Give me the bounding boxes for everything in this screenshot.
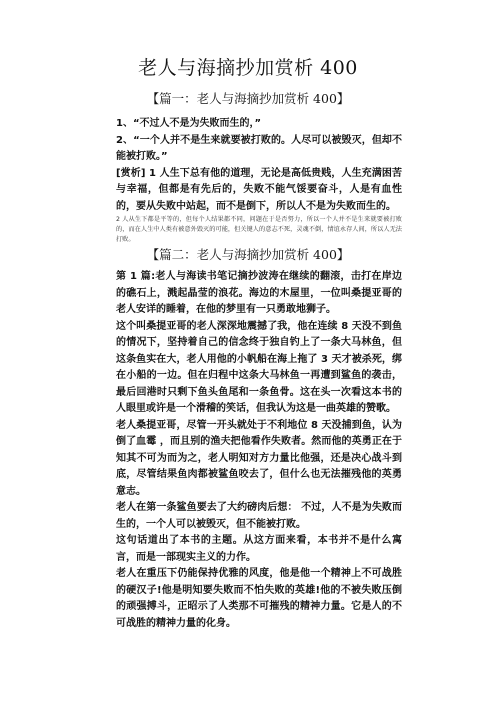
section-1-body (116, 116, 402, 245)
section-2-paragraph-3: 老人桑提亚哥，尽管一开头就处于不利地位 8 天没捕到鱼，认为 倒了血霉 ，而且别的渔夫把他看作失败者。然而他的英勇正在于知其不可为而为之，老人明知对方力量比他强，还是决心战斗到底，尽管结果鱼肉都被鲨鱼咬去了，但什么也无法摧残他的英勇意志。 (116, 419, 402, 497)
section-1-paragraph-1: 1、“不过人不是为失败而生的，” (116, 118, 262, 129)
section-1-analysis-paragraph: [赏析] 1 人生下总有他的道理，无论是高低贵贱，人生充满困苦与幸福，但都是有先后的，失败不能气馁要奋斗，人是有血性的，要从失败中站起，而不是倒下，所以人不是为失败而生的。 (116, 167, 402, 212)
section-1-paragraph-2: 2、“一个人并不是生来就要被打败的。人尽可以被毁灭，但却不能被打败。” (116, 134, 402, 162)
section-1-small-note: 2 人从生下都是平等的，但每个人结果都不同，问题在于是否努力，所以一个人并不是生来就要被打败的，而在人生中人类有被意外毁灭的可能，但关键人的意志不死，灵魂不倒，情谊永存人间，所以人无法打败。 (116, 216, 402, 243)
section-heading-1: 【篇一：老人与海摘抄加赏析 400】 (146, 91, 350, 106)
section-2-paragraph-2: 这个叫桑提亚哥的老人深深地震撼了我，他在连续 8 天没不到鱼的情况下，坚持着自己的信念终于独自钓上了一条大马林鱼，但这条鱼实在大，老人用他的小帆船在海上拖了 3 天才被杀死，绑在小船的一边。但在归程中这条大马林鱼一再遭到鲨鱼的袭击，最后回港时只剩下鱼头鱼尾和一条鱼骨。这在头一次看这本书的人眼里或许是一个滑稽的笑话，但我认为这是一曲英雄的赞歌。 (116, 320, 402, 414)
document-title: 老人与海摘抄加赏析 400 (138, 57, 358, 79)
section-heading-2: 【篇二：老人与海摘抄加赏析 400】 (146, 247, 350, 262)
section-2-paragraph-6: 老人在重压下仍能保持优雅的风度，他是他一个精神上不可战胜的硬汉子!他是明知要失败而不怕失败的英雄!他的不被失败压倒的顽强搏斗，正昭示了人类那不可摧残的精神力量。它是人的不可战胜的精神力量的化身。 (116, 568, 402, 629)
section-2-body (116, 269, 402, 632)
section-2-paragraph-5: 这句话道出了本书的主题。从这方面来看，本书并不是什么寓言，而是一部现实主义的力作。 (116, 535, 402, 563)
section-2-paragraph-4: 老人在第一条鲨鱼要去了大约磅肉后想： 不过，人不是为失败而生的，一个人可以被毁灭，但不能被打败。 (116, 502, 402, 530)
section-2-paragraph-1: 第 1 篇:老人与海读书笔记摘抄波涛在继续的翻滚，击打在岸边的礁石上，溅起晶莹的浪花。海边的木屋里，一位叫桑提亚哥的老人安详的睡着，在他的梦里有一只勇敢地狮子。 (116, 271, 402, 315)
